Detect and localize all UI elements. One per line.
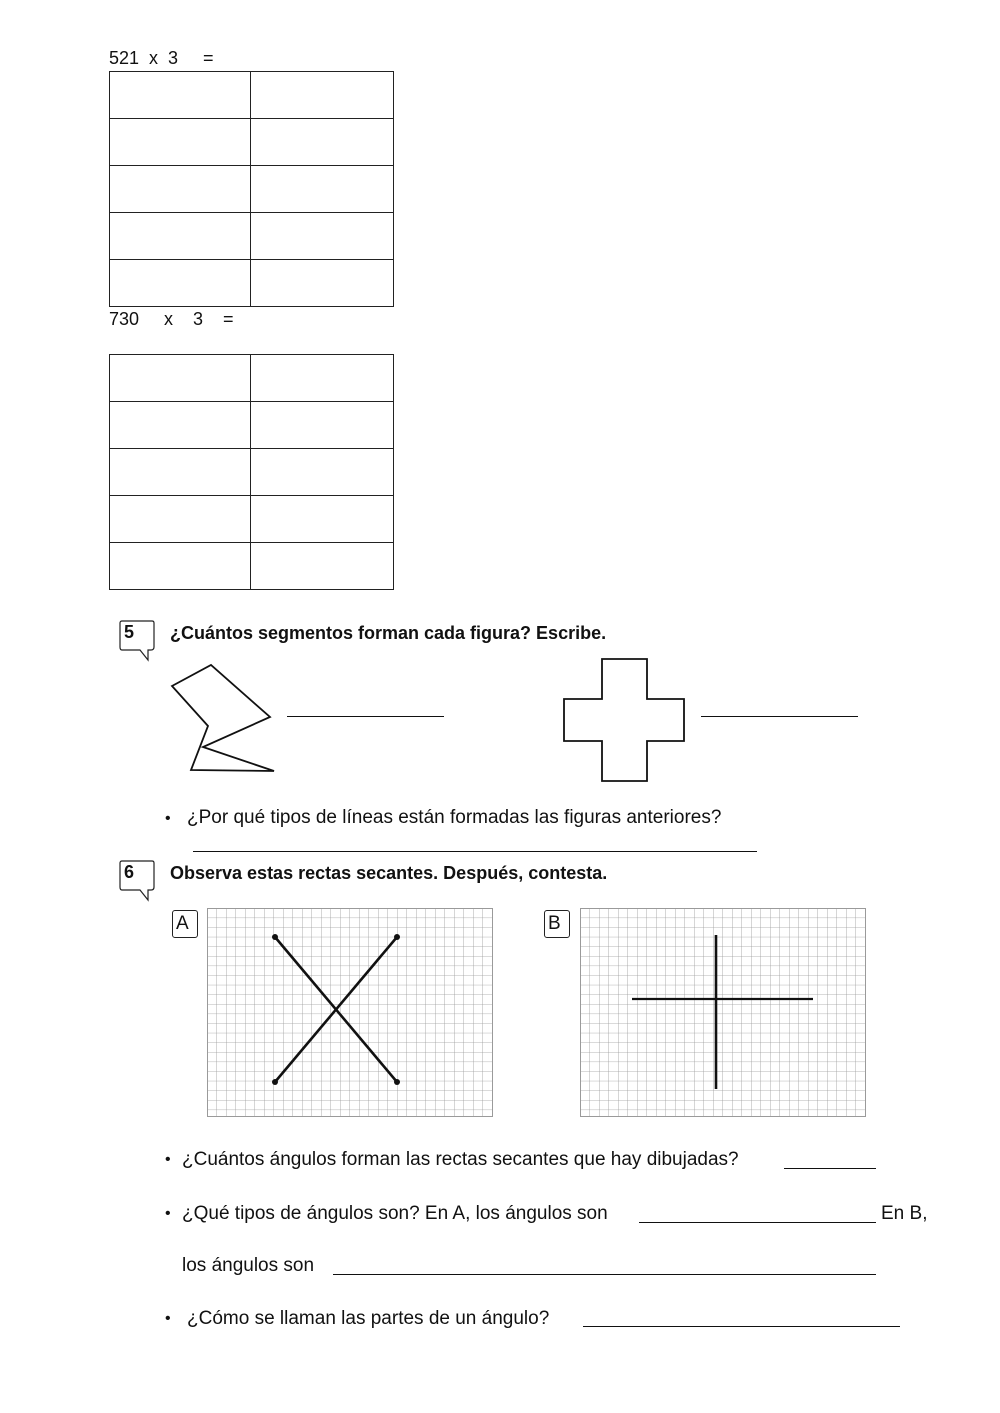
answer-cell[interactable]: [110, 449, 251, 496]
grid-a: [207, 908, 494, 1118]
multiplication-2-label: 730 x 3 =: [109, 309, 234, 329]
question-angle-types: ¿Qué tipos de ángulos son? En A, los ángulos son: [182, 1203, 608, 1224]
multiplication-1-grid: [109, 71, 394, 307]
answer-cell[interactable]: [110, 166, 251, 213]
bullet: •: [165, 1310, 171, 1327]
bullet: •: [165, 810, 171, 827]
answer-cell[interactable]: [110, 213, 251, 260]
exercise-5-number: 5: [124, 622, 135, 642]
answer-line-figure-2[interactable]: [701, 716, 858, 717]
multiplication-1-label: 521 x 3 =: [109, 48, 214, 68]
exercise-6-number: 6: [124, 862, 135, 882]
answer-line-angles-count[interactable]: [784, 1168, 876, 1169]
answer-cell[interactable]: [251, 72, 394, 119]
answer-cell[interactable]: [110, 496, 251, 543]
answer-line-angle-parts[interactable]: [583, 1326, 900, 1327]
answer-cell[interactable]: [251, 166, 394, 213]
bullet: •: [165, 1205, 171, 1222]
exercise-5-question: ¿Por qué tipos de líneas están formadas las figuras anteriores?: [187, 807, 722, 828]
answer-cell[interactable]: [251, 496, 394, 543]
answer-cell[interactable]: [251, 213, 394, 260]
answer-cell[interactable]: [251, 260, 394, 307]
answer-cell[interactable]: [110, 402, 251, 449]
question-angle-parts: ¿Cómo se llaman las partes de un ángulo?: [187, 1308, 550, 1329]
answer-cell[interactable]: [251, 402, 394, 449]
answer-line-angles-a[interactable]: [639, 1222, 876, 1223]
answer-line-angles-b[interactable]: [333, 1274, 876, 1275]
grid-b: [580, 908, 867, 1118]
multiplication-2-grid: [109, 354, 394, 590]
bullet: •: [165, 1151, 171, 1168]
answer-line-figure-1[interactable]: [287, 716, 444, 717]
answer-cell[interactable]: [110, 119, 251, 166]
answer-cell[interactable]: [251, 543, 394, 590]
question-angle-types-b: En B,: [881, 1203, 928, 1224]
answer-cell[interactable]: [110, 260, 251, 307]
exercise-5-badge: [118, 620, 152, 646]
answer-line-lines-type[interactable]: [193, 851, 757, 852]
exercise-6-title: Observa estas rectas secantes. Después, contesta.: [170, 863, 608, 883]
answer-cell[interactable]: [110, 355, 251, 402]
answer-cell[interactable]: [110, 72, 251, 119]
answer-cell[interactable]: [110, 543, 251, 590]
question-angles-count: ¿Cuántos ángulos forman las rectas secantes que hay dibujadas?: [182, 1149, 739, 1170]
exercise-6-badge: [118, 860, 152, 886]
exercise-5-title: ¿Cuántos segmentos forman cada figura? Escribe.: [170, 623, 607, 643]
zigzag-polygon-figure: [165, 662, 280, 777]
label-a: A: [172, 910, 198, 938]
cross-polygon-figure: [560, 656, 690, 786]
question-angle-types-cont: los ángulos son: [182, 1255, 315, 1276]
answer-cell[interactable]: [251, 449, 394, 496]
answer-cell[interactable]: [251, 119, 394, 166]
label-b: B: [544, 910, 570, 938]
answer-cell[interactable]: [251, 355, 394, 402]
